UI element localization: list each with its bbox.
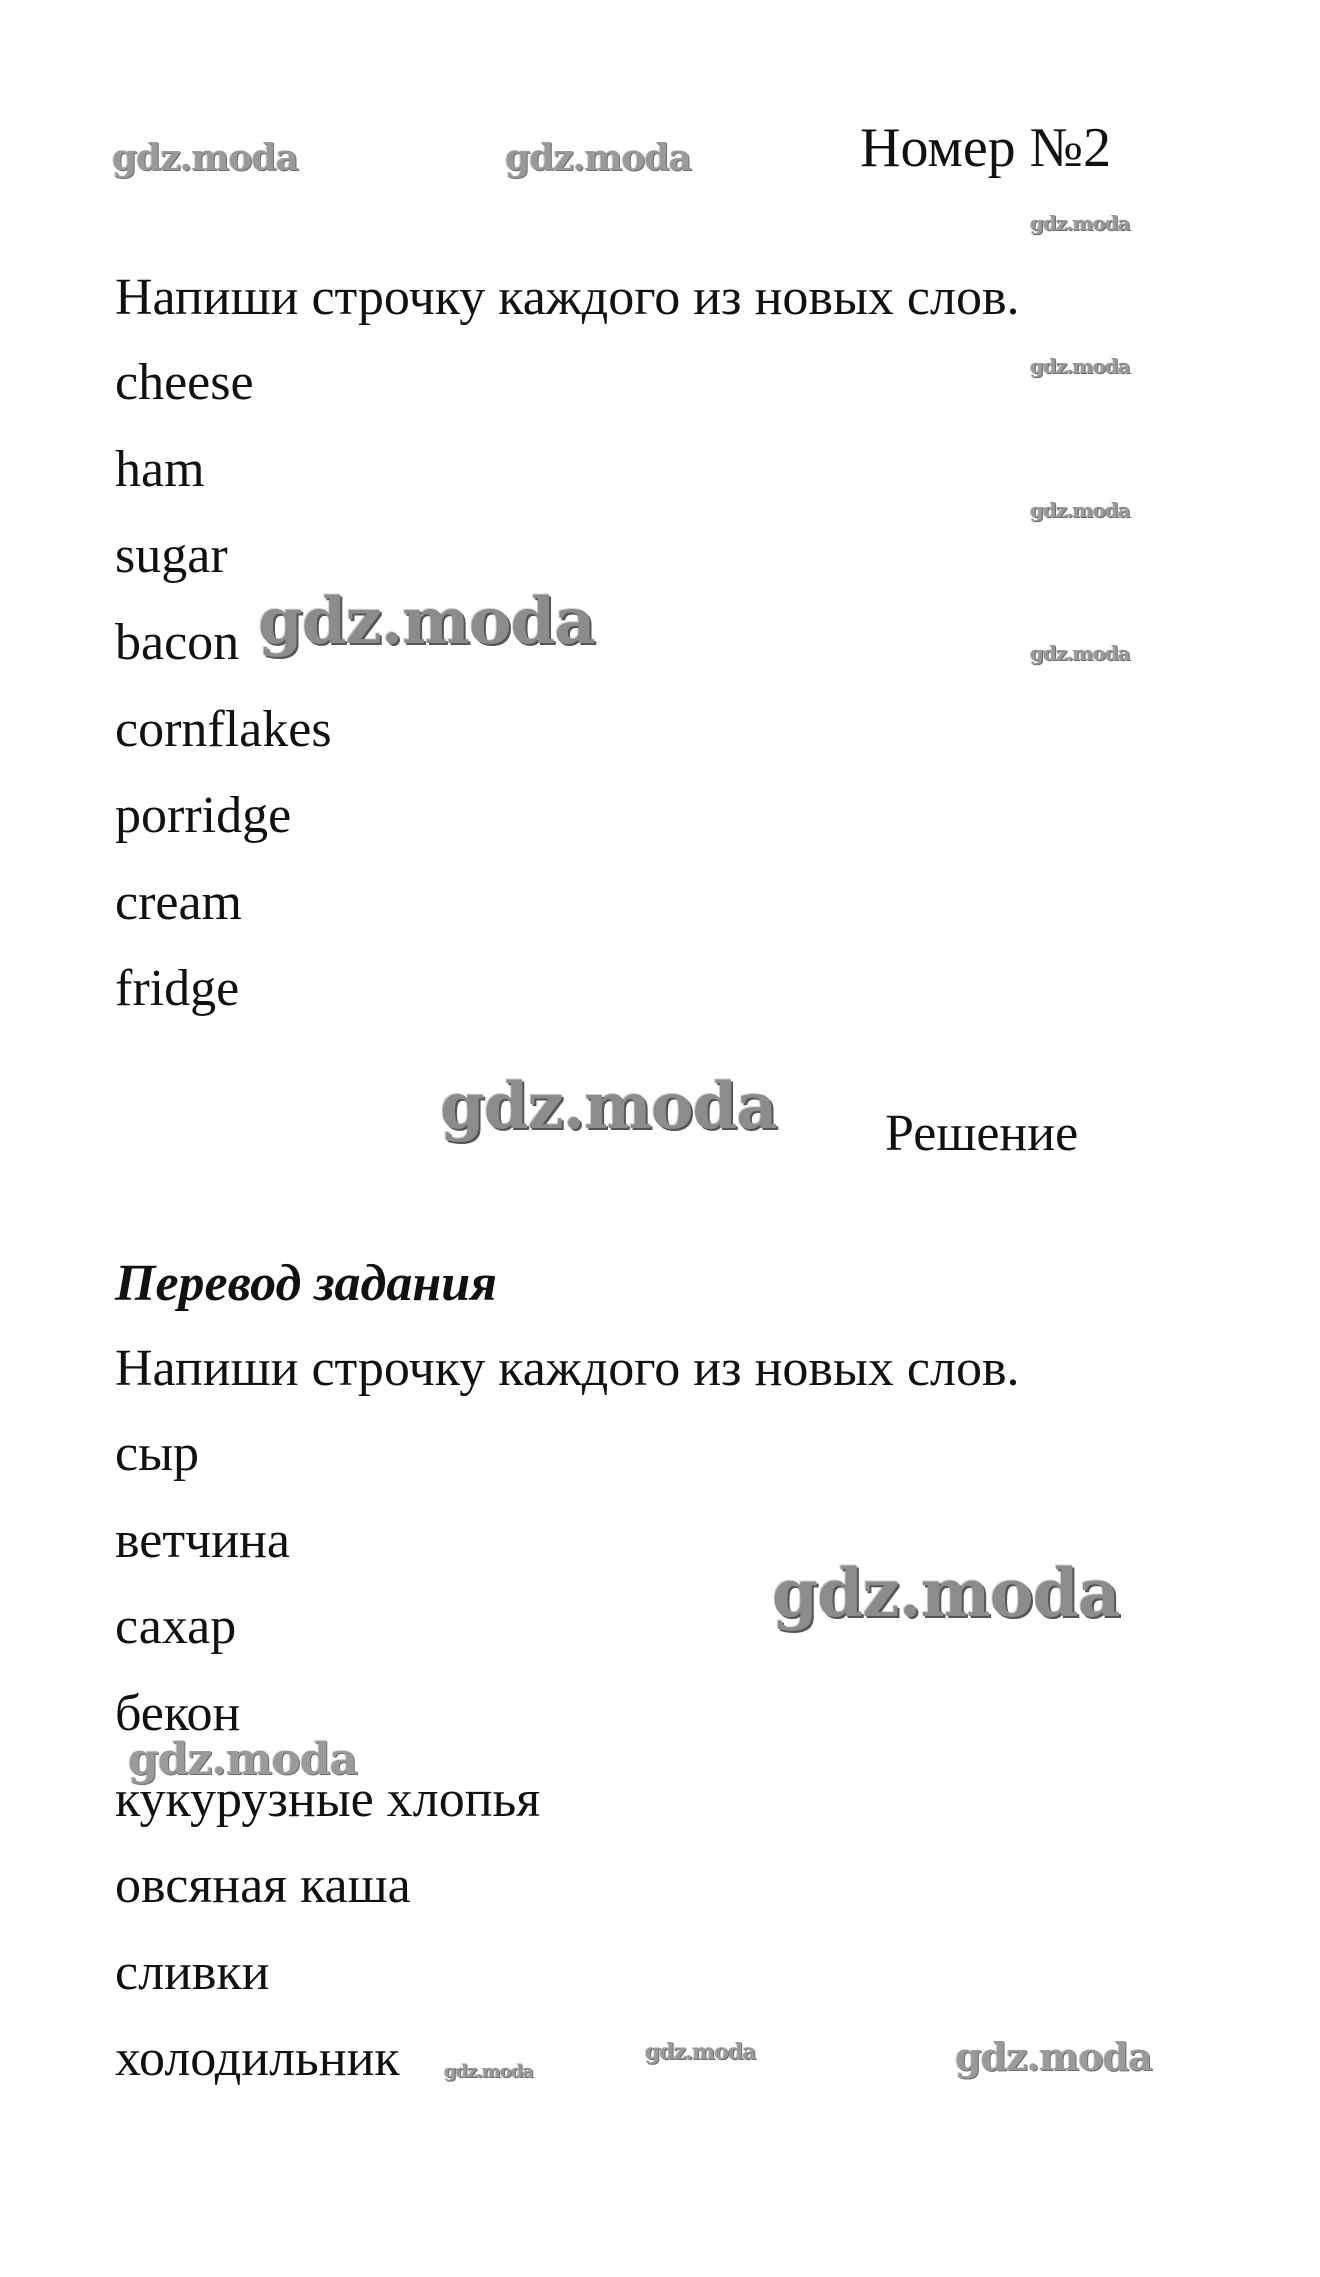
translated-word-item: холодильник — [115, 2030, 400, 2087]
word-item: sugar — [115, 527, 228, 584]
watermark: gdz.moda — [440, 1069, 777, 1144]
word-item: fridge — [115, 960, 240, 1017]
word-item: porridge — [115, 787, 292, 844]
watermark: gdz.moda — [444, 2061, 533, 2082]
watermark: gdz.moda — [772, 1554, 1120, 1632]
translated-word-item: овсяная каша — [115, 1857, 411, 1914]
watermark: gdz.moda — [1030, 498, 1130, 522]
solution-label: Решение — [885, 1105, 1079, 1162]
word-item: ham — [115, 441, 205, 498]
word-item: cream — [115, 874, 243, 931]
watermark: gdz.moda — [1030, 211, 1130, 235]
translation-instruction: Напиши строчку каждого из новых слов. — [115, 1340, 1020, 1397]
translated-word-item: сахар — [115, 1598, 237, 1655]
watermark: gdz.moda — [128, 1734, 358, 1785]
translated-word-item: сыр — [115, 1425, 200, 1482]
task-instruction: Напиши строчку каждого из новых слов. — [115, 269, 1020, 326]
watermark: gdz.moda — [505, 137, 691, 179]
word-item: bacon — [115, 614, 240, 671]
page-title: Номер №2 — [860, 117, 1112, 179]
watermark: gdz.moda — [1030, 641, 1130, 665]
watermark: gdz.moda — [1030, 354, 1130, 378]
translated-word-item: ветчина — [115, 1512, 290, 1569]
watermark: gdz.moda — [645, 2039, 756, 2065]
translated-word-item: кукурузные хлопья — [115, 1771, 541, 1828]
translated-word-item: бекон — [115, 1685, 241, 1742]
watermark: gdz.moda — [112, 137, 298, 179]
watermark: gdz.moda — [955, 2034, 1152, 2079]
word-item: cheese — [115, 354, 254, 411]
translation-heading: Перевод задания — [115, 1255, 497, 1312]
watermark: gdz.moda — [258, 584, 595, 659]
word-item: cornflakes — [115, 701, 332, 758]
translated-word-item: сливки — [115, 1944, 270, 2001]
